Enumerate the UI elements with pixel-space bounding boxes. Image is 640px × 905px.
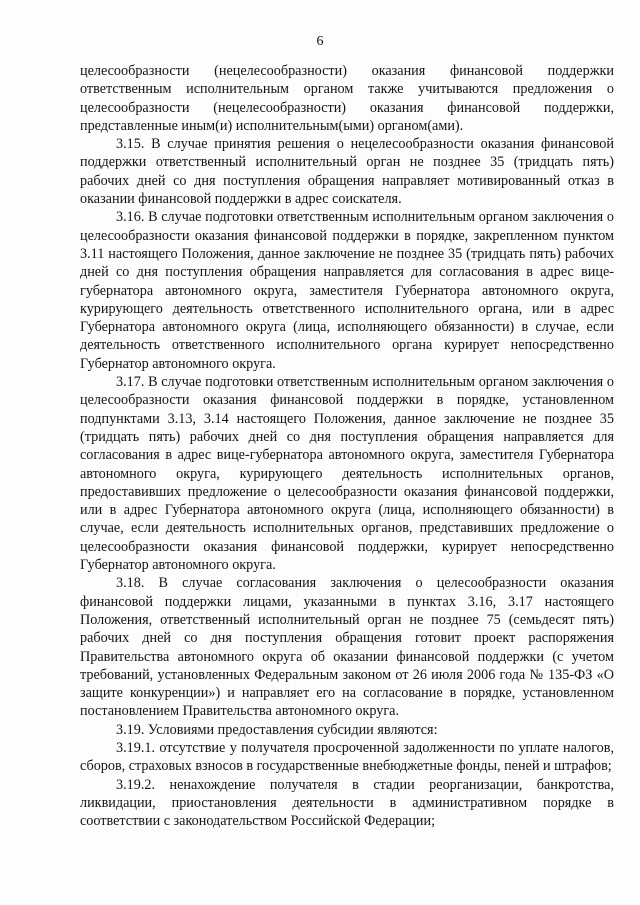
paragraph-3-16: 3.16. В случае подготовки ответственным исполнительным органом заключения о целесообразности оказания финансовой поддержки в порядке, закрепленном пунктом 3.11 настоящего Положения, данное заключение не позднее 35 (тридцать пять) рабочих дней со дня поступления обращения направляется для согласования в адрес вице-губернатора автономного округа, заместителя Губернатора автономного округа, курирующего деятельность ответственного исполнительного органа, или в адрес Губернатора автономного округа (лица, исполняющего обязанности) в случае, если деятельность ответственного исполнительного органа курирует непосредственно Губернатор автономного округа. [80, 209, 614, 372]
paragraph-3-18: 3.18. В случае согласования заключения о целесообразности оказания финансовой поддержки лицами, указанными в пунктах 3.16, 3.17 настоящего Положения, ответственный исполнительный орган не позднее 75 (семьдесят пять) рабочих дней со дня поступления обращения готовит проект распоряжения Правительства автономного округа об оказании финансовой поддержки (с учетом требований, установленных Федеральным законом от 26 июля 2006 года № 135-ФЗ «О защите конкуренции») и направляет его на согласование в порядке, установленном постановлением Правительства автономного округа. [80, 575, 614, 720]
paragraph-3-19-1: 3.19.1. отсутствие у получателя просроченной задолженности по уплате налогов, сборов, страховых взносов в государственные внебюджетные фонды, пеней и штрафов; [80, 739, 614, 775]
page-number: 6 [316, 34, 324, 49]
paragraph-3-19: 3.19. Условиями предоставления субсидии являются: [116, 721, 438, 738]
paragraph-3-19-2: 3.19.2. ненахождение получателя в стадии реорганизации, банкротства, ликвидации, приостановления деятельности в административном порядке в соответствии с законодательством Российской Федерации; [80, 776, 614, 830]
paragraph-3-17: 3.17. В случае подготовки ответственным исполнительным органом заключения о целесообразности оказания финансовой поддержки в порядке, установленном подпунктами 3.13, 3.14 настоящего Положения, данное заключение не позднее 35 (тридцать пять) рабочих дней со дня поступления обращения направляется для согласования в адрес вице-губернатора автономного округа, заместителя Губернатора автономного округа, курирующего деятельность исполнительных органов, предоставивших предложение о целесообразности оказания финансовой поддержки, или в адрес Губернатора автономного округа (лица, исполняющего обязанности) в случае, если деятельность исполнительных органов, представивших предложение о целесообразности оказания финансовой поддержки, курирует непосредственно Губернатор автономного округа. [80, 374, 614, 574]
document-body [80, 62, 614, 830]
paragraph-3-15: 3.15. В случае принятия решения о нецелесообразности оказания финансовой поддержки ответственный исполнительный орган не позднее 35 (тридцать пять) рабочих дней со дня поступления обращения направляет мотивированный отказ в оказании финансовой поддержки в адрес соискателя. [80, 136, 614, 208]
paragraph-continuation: целесообразности (нецелесообразности) оказания финансовой поддержки ответственным исполнительным органом также учитываются предложения о целесообразности (нецелесообразности) оказания финансовой поддержки, представленные иным(и) исполнительным(ыми) органом(ами). [80, 63, 614, 134]
